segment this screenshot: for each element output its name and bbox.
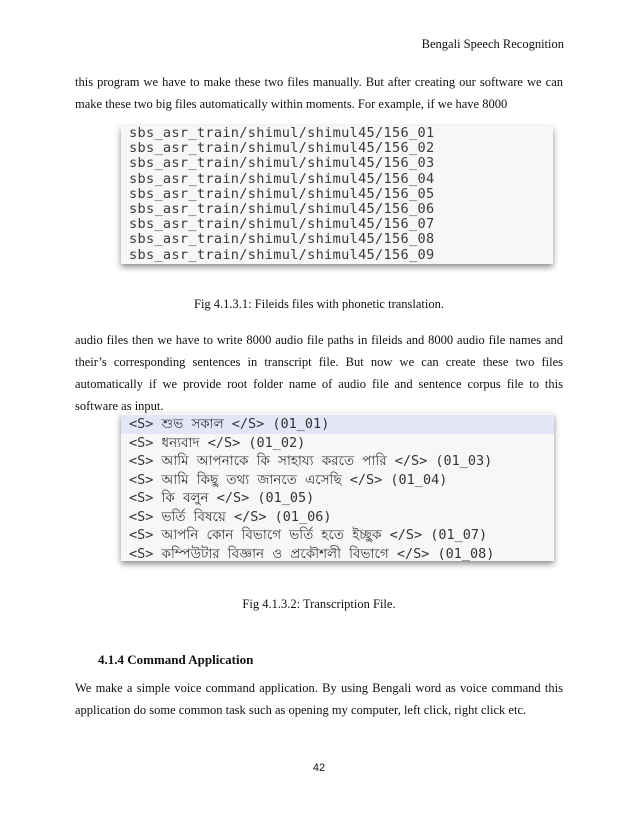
transcription-line: <S> আমি আপনাকে কি সাহায্য করতে পারি </S> (01_03): [129, 453, 493, 469]
transcription-line: <S> ধন্যবাদ </S> (01_02): [129, 434, 306, 451]
fileid-line: sbs_asr_train/shimul/shimul45/156_07: [129, 216, 435, 233]
fileids-figure: [121, 126, 553, 264]
paragraph-intro: this program we have to make these two files manually. But after creating our software we can make these two big files automatically within moments. For example, if we have 8000: [75, 75, 563, 111]
paragraph-body: audio files then we have to write 8000 audio file paths in fileids and 8000 audio file names and their’s corresponding sentences in transcript file. But now we can create these two files automatically if we provide root folder name of audio file and sentence corpus file to this software as input.: [75, 333, 563, 413]
paragraph-command-application: We make a simple voice command application. By using Bengali word as voice command this application do some common task such as opening my computer, left click, right click etc.: [75, 681, 563, 717]
running-header: Bengali Speech Recognition: [421, 37, 564, 51]
transcription-line: <S> কি বলুন </S> (01_05): [129, 490, 315, 506]
transcription-line: <S> আপনি কোন বিভাগে ভর্তি হতে ইচ্ছুক </S> (01_07): [129, 527, 488, 543]
fileid-line: sbs_asr_train/shimul/shimul45/156_04: [129, 170, 435, 187]
fileid-line: sbs_asr_train/shimul/shimul45/156_02: [129, 140, 435, 157]
transcription-line: <S> ভর্তি বিষয়ে </S> (01_06): [129, 508, 332, 525]
transcription-line: <S> শুভ সকাল </S> (01_01): [121, 415, 554, 434]
transcription-figure: [121, 413, 554, 561]
transcription-line: <S> আমি কিছু তথ্য জানতে এসেছি </S> (01_04): [129, 471, 448, 488]
figure-caption-fileids: Fig 4.1.3.1: Fileids files with phonetic translation.: [194, 297, 444, 311]
fileid-line: sbs_asr_train/shimul/shimul45/156_09: [129, 246, 435, 263]
fileid-line: sbs_asr_train/shimul/shimul45/156_06: [129, 201, 435, 218]
page-number: 42: [312, 762, 326, 774]
fileid-line: sbs_asr_train/shimul/shimul45/156_01: [129, 125, 435, 141]
fileid-line: sbs_asr_train/shimul/shimul45/156_05: [129, 185, 435, 202]
transcription-line: <S> কম্পিউটার বিজ্ঞান ও প্রকৌশলী বিভাগে </S> (01_08): [129, 545, 495, 562]
figure-caption-transcription: Fig 4.1.3.2: Transcription File.: [242, 597, 396, 611]
fileid-line: sbs_asr_train/shimul/shimul45/156_03: [129, 155, 435, 172]
fileid-line: sbs_asr_train/shimul/shimul45/156_08: [129, 231, 435, 248]
section-heading: 4.1.4 Command Application: [98, 652, 254, 667]
